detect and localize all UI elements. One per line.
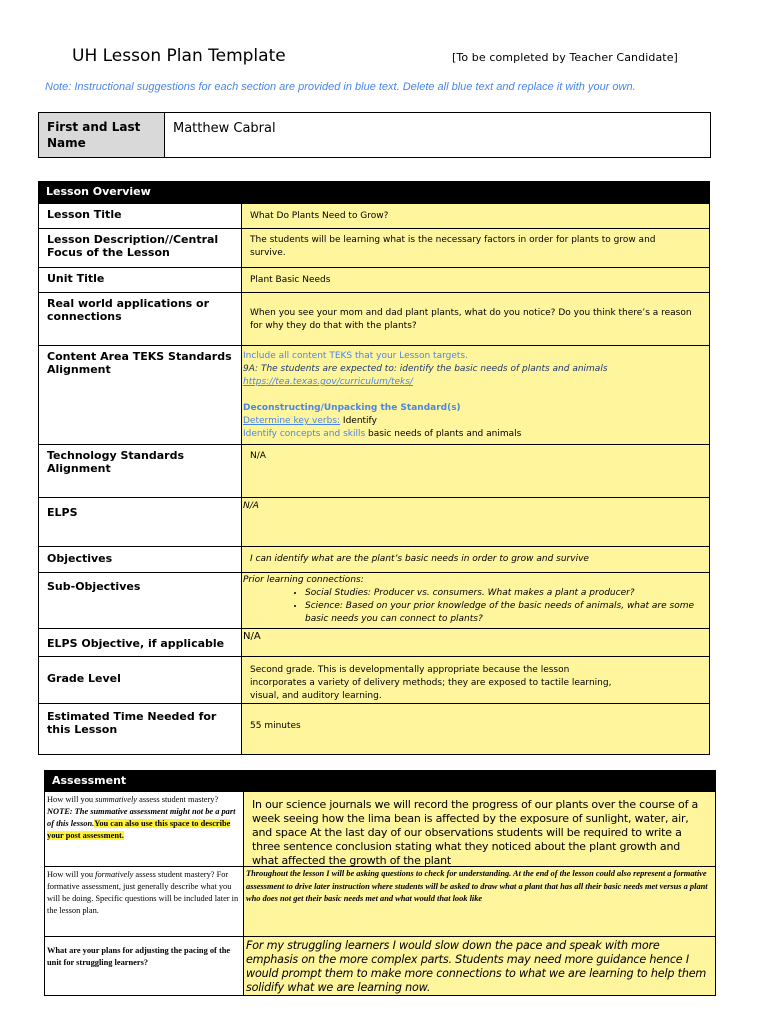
- elps-objective-label: ELPS Objective, if applicable: [38, 629, 241, 656]
- formative-q-em: formatively: [95, 870, 134, 879]
- row-grade-level: [38, 657, 710, 704]
- elps-value: N/A: [241, 498, 710, 546]
- description-label: Lesson Description//Central Focus of the Lesson: [38, 229, 241, 267]
- row-tech: [38, 445, 710, 498]
- elps-label: ELPS: [38, 498, 241, 546]
- list-item: • Social Studies: Producer vs. consumers. What makes a plant a producer?: [305, 587, 705, 600]
- page-title: UH Lesson Plan Template: [72, 46, 286, 66]
- assessment-heading: Assessment: [44, 770, 716, 792]
- row-realworld: [38, 293, 710, 346]
- teks-standard: 9A: The students are expected to: identify the basic needs of plants and animals: [243, 364, 608, 374]
- verbs-label: Determine key verbs:: [243, 416, 341, 426]
- formative-question: [44, 867, 244, 936]
- name-label: First and Last Name: [39, 113, 165, 157]
- realworld-label: Real world applications or connections: [38, 293, 241, 345]
- formative-q-pre: How will you: [47, 870, 96, 879]
- assessment-table: [44, 770, 716, 996]
- name-value: Matthew Cabral: [173, 121, 276, 136]
- grade-line: incorporates a variety of delivery methods; they are exposed to tactile learning,: [250, 678, 612, 688]
- concepts-value: basic needs of plants and animals: [365, 429, 522, 439]
- row-formative: [44, 867, 716, 937]
- realworld-value: When you see your mom and dad plant plants, what do you notice? Do you think there’s a reason for why they do that with the plants?: [241, 293, 710, 345]
- row-estimated-time: [38, 704, 710, 755]
- tech-label: Technology Standards Alignment: [38, 445, 241, 497]
- grade-line: visual, and auditory learning.: [250, 691, 382, 701]
- row-elps: [38, 498, 710, 547]
- tech-value: N/A: [241, 445, 710, 497]
- row-unit-title: [38, 268, 710, 293]
- subobjectives-label: Sub-Objectives: [38, 573, 241, 628]
- instruction-note: Note: Instructional suggestions for each section are provided in blue text. Delete all blue text and replace it with your own.: [45, 81, 636, 93]
- subobjectives-list: [243, 587, 705, 626]
- verbs-value: Identify: [340, 416, 377, 426]
- description-value: The students will be learning what is the necessary factors in order for plants to grow and survive.: [241, 229, 710, 267]
- summative-highlight: You can also use this space to describe your post assessment.: [47, 819, 231, 840]
- row-description: [38, 229, 710, 268]
- summative-answer: In our science journals we will record the progress of our plants over the course of a week seeing how the lima bean is affected by the exposure of sunlight, water, air, and space At the last day of our observations students will be required to write a three sentence conclusion stating what they noticed about the plant growth and what affected the growth of the plant: [244, 792, 716, 866]
- objectives-label: Objectives: [38, 547, 241, 572]
- objectives-value: I can identify what are the plant’s basic needs in order to grow and survive: [241, 547, 710, 572]
- row-summative: [44, 792, 716, 867]
- deconstruct-heading: Deconstructing/Unpacking the Standard(s): [243, 403, 461, 413]
- row-elps-objective: [38, 629, 710, 657]
- completed-by-label: [To be completed by Teacher Candidate]: [452, 51, 678, 64]
- row-pacing: [44, 937, 716, 996]
- teks-link[interactable]: https://tea.texas.gov/curriculum/teks/: [243, 377, 413, 387]
- estimated-time-value: 55 minutes: [241, 704, 710, 754]
- grade-line: Second grade. This is developmentally appropriate because the lesson: [250, 665, 570, 675]
- row-lesson-title: [38, 203, 710, 229]
- teks-value: [241, 346, 710, 444]
- row-teks: [38, 346, 710, 445]
- summative-q-post: assess student mastery?: [137, 795, 219, 804]
- list-item: • Science: Based on your prior knowledge of the basic needs of animals, what are some basic needs you can connect to plants?: [305, 600, 705, 626]
- unit-title-value: Plant Basic Needs: [241, 268, 710, 292]
- concepts-label: Identify concepts and skills: [243, 429, 366, 439]
- lesson-title-value: What Do Plants Need to Grow?: [241, 204, 710, 228]
- pacing-answer: For my struggling learners I would slow down the pace and speak with more emphasis on the more complex parts. Students may need more guidance hence I would prompt them to make more connections to what we are learning to help them solidify what we are learning now.: [244, 937, 716, 995]
- unit-title-label: Unit Title: [38, 268, 241, 292]
- summative-question: [44, 792, 244, 866]
- estimated-time-label: Estimated Time Needed for this Lesson: [38, 704, 241, 754]
- formative-answer: Throughout the lesson I will be asking questions to check for understanding. At the end of the lesson could also represent a formative assessment to drive later instruction where students will be asked to draw what a plant that has all their basic needs met versus a plant who does not get their basic needs met and what would that look like: [244, 867, 716, 936]
- summative-q-em: summatively: [95, 795, 138, 804]
- subobjectives-intro: Prior learning connections:: [243, 575, 364, 585]
- lesson-overview-table: [38, 181, 710, 755]
- subobjectives-value: [241, 573, 710, 628]
- summative-q-pre: How will you: [47, 795, 96, 804]
- lesson-overview-heading: Lesson Overview: [38, 181, 710, 203]
- teks-instruction: Include all content TEKS that your Lesson targets.: [243, 351, 468, 361]
- row-subobjectives: [38, 573, 710, 629]
- name-table: [38, 112, 711, 158]
- row-objectives: [38, 547, 710, 573]
- pacing-question: What are your plans for adjusting the pacing of the unit for struggling learners?: [44, 937, 244, 995]
- formative-q-post: assess student mastery? For formative assessment, just generally describe what you will be doing. Specific questions will be included later in the lesson plan.: [47, 870, 239, 915]
- teks-label: Content Area TEKS Standards Alignment: [38, 346, 241, 444]
- grade-level-value: [241, 657, 710, 703]
- summative-note: NOTE: The summative assessment might not be a part of this lesson.: [47, 807, 236, 828]
- grade-level-label: Grade Level: [38, 657, 241, 703]
- lesson-title-label: Lesson Title: [38, 204, 241, 228]
- elps-objective-value: N/A: [241, 629, 710, 656]
